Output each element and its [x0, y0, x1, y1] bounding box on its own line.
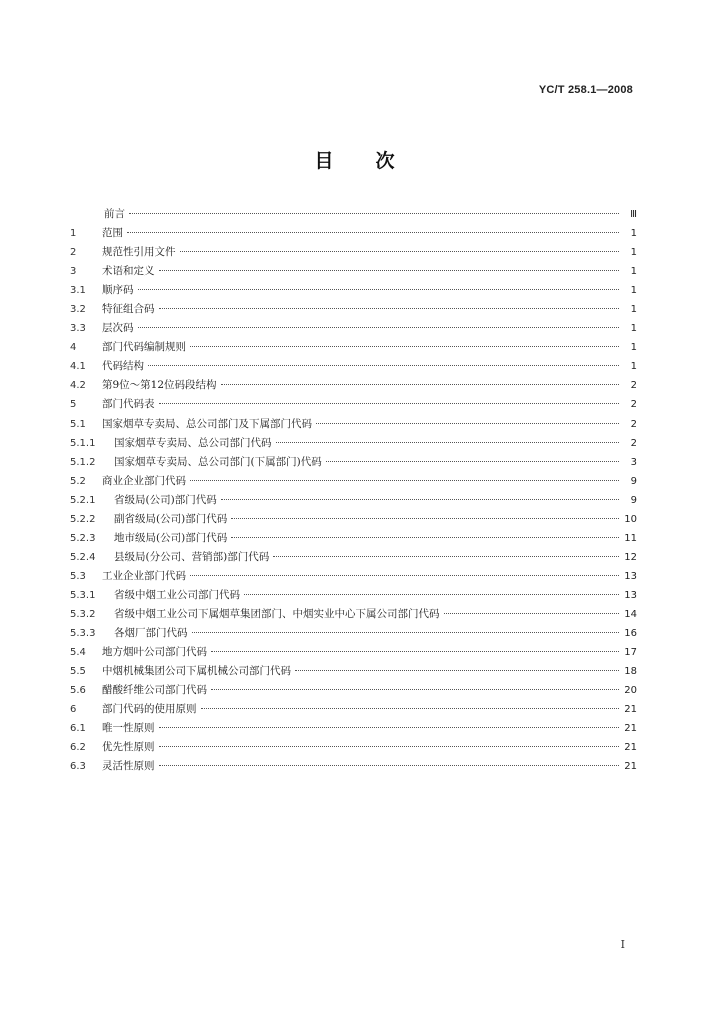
toc-dot-leader: [444, 613, 620, 614]
toc-entry-page: 21: [624, 742, 637, 754]
toc-entry-number: 5.1.1: [70, 437, 96, 449]
toc-entry-number: 5.2.1: [70, 494, 96, 506]
toc-dot-leader: [159, 308, 620, 309]
toc-entry-number: 5.5: [70, 666, 86, 678]
toc-entry[interactable]: [70, 567, 637, 586]
toc-entry-page: 2: [630, 399, 637, 411]
toc-entry-number: 5.1: [70, 418, 86, 430]
toc-entry[interactable]: [70, 472, 637, 491]
toc-dot-leader: [231, 537, 619, 538]
toc-dot-leader: [316, 423, 619, 424]
toc-entry-label: 工业企业部门代码: [102, 569, 186, 582]
toc-entry-page: 1: [630, 228, 637, 240]
toc-entry[interactable]: [70, 357, 637, 376]
toc-entry-label: 术语和定义: [102, 265, 155, 278]
toc-entry-page: 21: [624, 761, 637, 773]
toc-entry[interactable]: [70, 605, 637, 624]
toc-entry-number: 6.3: [70, 761, 86, 773]
toc-entry-label: 特征组合码: [102, 303, 155, 316]
toc-entry[interactable]: [70, 395, 637, 414]
toc-dot-leader: [221, 499, 619, 500]
toc-entry-label: 国家烟草专卖局、总公司部门代码: [114, 436, 272, 449]
toc-entry-page: 12: [624, 551, 637, 563]
toc-entry-number: 6: [70, 704, 77, 716]
toc-dot-leader: [273, 556, 619, 557]
toc-entry-label: 第9位～第12位码段结构: [102, 379, 217, 392]
toc-entry-page: 1: [630, 266, 637, 278]
toc-entry-label: 县级局(分公司、营销部)部门代码: [114, 550, 270, 563]
toc-entry-label: 规范性引用文件: [102, 246, 176, 259]
toc-dot-leader: [129, 213, 619, 214]
toc-entry-label: 灵活性原则: [102, 760, 155, 773]
toc-entry-label: 省级局(公司)部门代码: [114, 493, 217, 506]
toc-entry-number: 4.2: [70, 380, 86, 392]
toc-entry-label: 层次码: [102, 322, 134, 335]
toc-entry-page: 16: [624, 628, 637, 640]
toc-entry[interactable]: [70, 224, 637, 243]
toc-entry-page: 20: [624, 685, 637, 697]
toc-entry[interactable]: [70, 491, 637, 510]
toc-entry-number: 5.3.1: [70, 589, 96, 601]
toc-entry[interactable]: [70, 548, 637, 567]
toc-entry-label: 唯一性原则: [102, 722, 155, 735]
toc-dot-leader: [192, 632, 620, 633]
toc-entry-number: 3.1: [70, 285, 86, 297]
toc-entry-number: 3.2: [70, 304, 86, 316]
toc-entry-label: 商业企业部门代码: [102, 474, 186, 487]
toc-entry-label: 顺序码: [102, 284, 134, 297]
toc-entry-label: 醋酸纤维公司部门代码: [102, 684, 207, 697]
toc-entry-number: 5.3.2: [70, 608, 96, 620]
toc-entry[interactable]: [70, 434, 637, 453]
toc-dot-leader: [276, 442, 620, 443]
toc-entry-number: 5.2: [70, 475, 86, 487]
toc-entry-page: 2: [630, 418, 637, 430]
toc-dot-leader: [231, 518, 619, 519]
toc-dot-leader: [159, 403, 620, 404]
toc-entry-number: 1: [70, 228, 77, 240]
toc-entry-label: 国家烟草专卖局、总公司部门及下属部门代码: [102, 417, 312, 430]
toc-entry-label: 地方烟叶公司部门代码: [102, 646, 207, 659]
toc-entry-label: 优先性原则: [102, 741, 155, 754]
toc-entry-page: Ⅲ: [630, 209, 637, 220]
standard-code-header: YC/T 258.1—2008: [538, 84, 633, 96]
toc-entry[interactable]: [70, 319, 637, 338]
toc-dot-leader: [211, 651, 619, 652]
toc-entry-page: 1: [630, 361, 637, 373]
toc-entry-label: 范围: [102, 227, 123, 240]
toc-entry[interactable]: [70, 338, 637, 357]
toc-entry-label: 各烟厂部门代码: [114, 627, 188, 640]
toc-entry-number: 5: [70, 399, 77, 411]
toc-dot-leader: [159, 765, 620, 766]
toc-entry-label: 代码结构: [102, 360, 144, 373]
toc-entry[interactable]: [70, 300, 637, 319]
page-title: 目次: [314, 150, 437, 172]
toc-entry-label: 部门代码编制规则: [102, 341, 186, 354]
toc-entry-page: 17: [624, 647, 637, 659]
toc-entry-label: 省级中烟工业公司下属烟草集团部门、中烟实业中心下属公司部门代码: [114, 607, 440, 620]
toc-entry-label: 副省级局(公司)部门代码: [114, 512, 228, 525]
toc-entry[interactable]: [70, 662, 637, 681]
toc-entry-page: 14: [624, 608, 637, 620]
toc-entry-page: 9: [630, 494, 637, 506]
toc-entry-page: 1: [630, 285, 637, 297]
toc-entry[interactable]: [70, 281, 637, 300]
toc-dot-leader: [159, 270, 620, 271]
toc-entry-label: 前言: [104, 208, 125, 220]
toc-entry[interactable]: [70, 453, 637, 472]
toc-entry-number: 4.1: [70, 361, 86, 373]
toc-entry-number: 5.3: [70, 570, 86, 582]
toc-entry-number: 5.1.2: [70, 456, 96, 468]
toc-entry-number: 6.2: [70, 742, 86, 754]
toc-dot-leader: [159, 746, 620, 747]
toc-entry[interactable]: [70, 719, 637, 738]
toc-entry-page: 9: [630, 475, 637, 487]
toc-entry-page: 1: [630, 304, 637, 316]
toc-entry-page: 2: [630, 380, 637, 392]
toc-entry[interactable]: [70, 738, 637, 757]
toc-entry[interactable]: [70, 376, 637, 395]
toc-entry-page: 13: [624, 570, 637, 582]
toc-dot-leader: [127, 232, 619, 233]
toc-entry-number: 5.3.3: [70, 628, 96, 640]
toc-entry-number: 5.6: [70, 685, 86, 697]
toc-entry-number: 5.2.2: [70, 513, 96, 525]
toc-dot-leader: [190, 480, 619, 481]
toc-entry-number: 5.2.4: [70, 551, 96, 563]
page-number-footer: I: [620, 938, 625, 951]
toc-dot-leader: [138, 327, 620, 328]
toc-dot-leader: [326, 461, 619, 462]
toc-dot-leader: [221, 384, 619, 385]
toc-entry-label: 地市级局(公司)部门代码: [114, 531, 228, 544]
toc-entry-page: 1: [630, 247, 637, 259]
table-of-contents: [70, 205, 637, 776]
toc-entry[interactable]: [70, 243, 637, 262]
toc-entry-number: 5.4: [70, 647, 86, 659]
toc-entry-label: 部门代码表: [102, 398, 155, 411]
toc-dot-leader: [159, 727, 620, 728]
toc-dot-leader: [211, 689, 619, 690]
toc-entry-page: 18: [624, 666, 637, 678]
toc-entry-page: 13: [624, 589, 637, 601]
toc-entry-number: 2: [70, 247, 77, 259]
toc-entry[interactable]: [70, 624, 637, 643]
toc-entry-page: 21: [624, 704, 637, 716]
toc-entry[interactable]: [70, 586, 637, 605]
toc-entry-number: 6.1: [70, 723, 86, 735]
toc-dot-leader: [295, 670, 619, 671]
toc-dot-leader: [201, 708, 620, 709]
toc-entry[interactable]: [70, 262, 637, 281]
toc-entry-page: 2: [630, 437, 637, 449]
toc-entry[interactable]: [70, 757, 637, 776]
toc-dot-leader: [148, 365, 619, 366]
toc-entry-label: 国家烟草专卖局、总公司部门(下属部门)代码: [114, 455, 322, 468]
toc-entry[interactable]: [70, 415, 637, 434]
toc-entry[interactable]: [70, 529, 637, 548]
toc-entry-page: 3: [630, 456, 637, 468]
toc-entry-page: 10: [624, 513, 637, 525]
toc-entry[interactable]: [70, 643, 637, 662]
toc-dot-leader: [244, 594, 619, 595]
toc-dot-leader: [180, 251, 620, 252]
toc-entry-page: 1: [630, 323, 637, 335]
toc-entry[interactable]: [70, 205, 637, 224]
toc-entry-page: 11: [624, 532, 637, 544]
toc-entry-number: 4: [70, 342, 77, 354]
toc-dot-leader: [138, 289, 620, 290]
toc-entry[interactable]: [70, 510, 637, 529]
toc-dot-leader: [190, 575, 619, 576]
toc-entry-label: 部门代码的使用原则: [102, 703, 197, 716]
toc-entry-number: 3.3: [70, 323, 86, 335]
toc-entry-number: 5.2.3: [70, 532, 96, 544]
toc-entry-page: 1: [630, 342, 637, 354]
toc-dot-leader: [190, 346, 619, 347]
toc-entry-page: 21: [624, 723, 637, 735]
toc-entry-label: 中烟机械集团公司下属机械公司部门代码: [102, 665, 291, 678]
toc-entry-number: 3: [70, 266, 77, 278]
toc-entry-label: 省级中烟工业公司部门代码: [114, 588, 240, 601]
toc-entry[interactable]: [70, 681, 637, 700]
toc-entry[interactable]: [70, 700, 637, 719]
